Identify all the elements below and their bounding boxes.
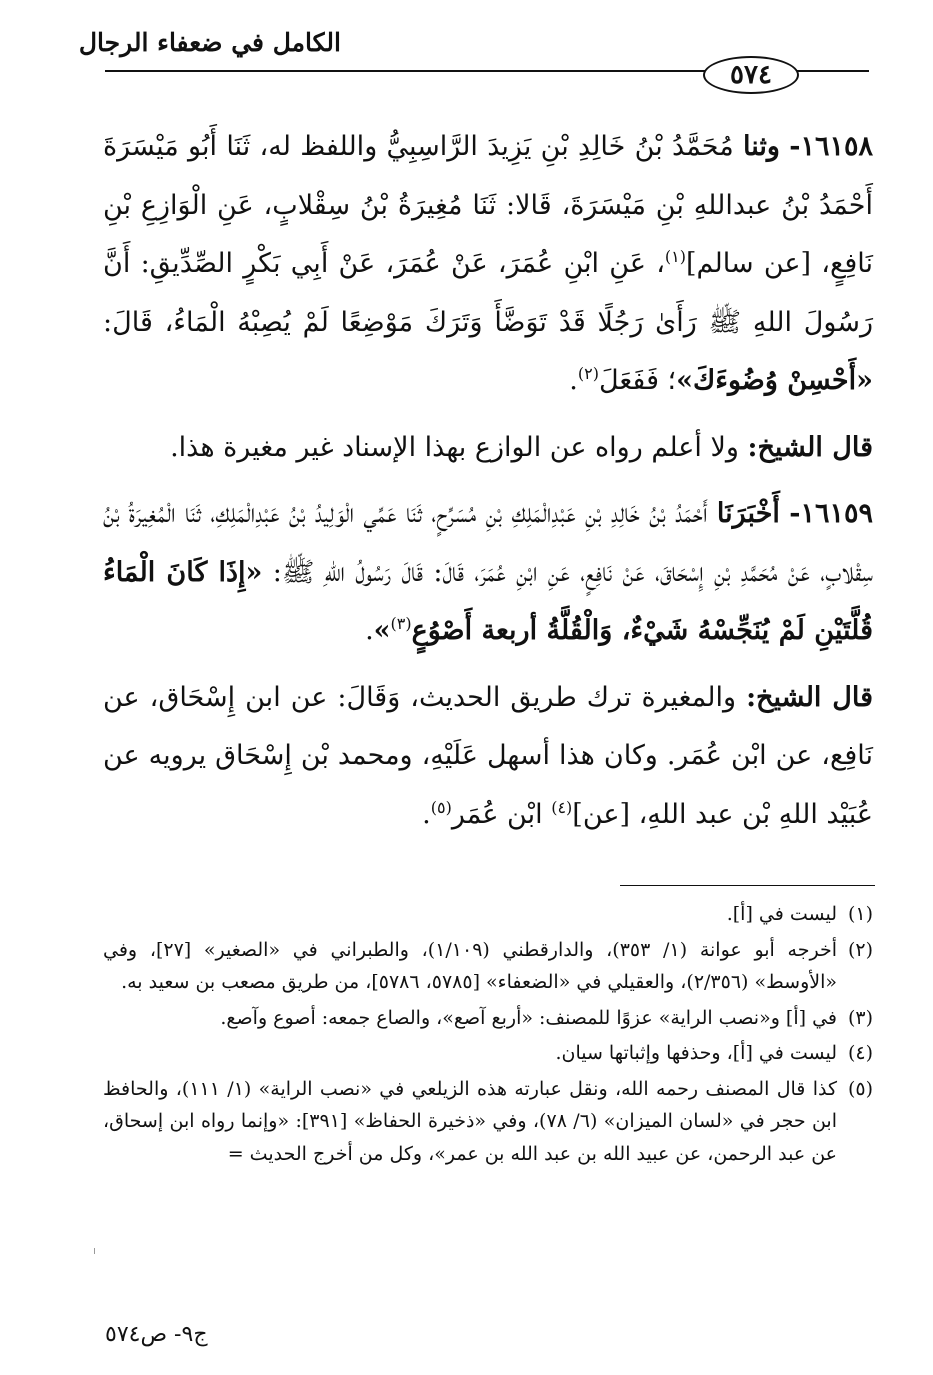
margin-mark: [94, 1248, 95, 1254]
footnote-ref: (٣): [390, 614, 412, 633]
footnote-number: (٤): [847, 1042, 873, 1064]
hadith-text-end: ؛ فَفَعَلَ: [598, 365, 677, 396]
book-title: الكامل في ضعفاء الرجال: [78, 28, 341, 57]
page-number: ٥٧٤: [730, 60, 772, 90]
footnote-number: (١): [847, 903, 873, 925]
footnote: [103, 1073, 873, 1171]
sheikh-comment-1: [103, 419, 873, 478]
hadith-text: مُحَمَّدُ بْنُ خَالِدِ بْنِ يَزِيدَ الرَّاسِبِيُّ واللفظ له، ثَنَا أَبُو مَيْسَرَةَ أَحْمَدُ بْنُ عبداللهِ بْنِ مَيْسَرَةَ، قَالا: ثَنَا مُغِيرَةُ بْنُ سِقْلابٍ، عَنِ الْوَازِعِ بْنِ نَافِعٍ، [عن سالم]: [103, 131, 873, 279]
footnote-ref: (٢): [577, 364, 599, 383]
footnote-text: أخرجه أبو عوانة (١/ ٣٥٣)، والدارقطني (١/١٠٩)، والطبراني في «الصغير» [٢٧]، وفي «الأوسط» (٢/٣٥٦)، والعقيلي في «الضعفاء» [٥٧٨٥، ٥٧٨٦]، من طريق مصعب بن سعيد به.: [103, 938, 837, 993]
hadith-text: أَحْمَدُ بْنُ خَالِدِ بْنِ عَبْدِالْمَلِكِ بْنِ مُسَرِّحٍ، ثَنَا عَمِّي الْوَلِيدُ بْنُ عَبْدِالْمَلِكِ، ثَنَا الْمُغِيرَةُ بْنُ سِقْلابٍ، عَنْ مُحَمَّدِ بْنِ إِسْحَاقَ، عَنْ نَافِعٍ، عَنِ ابْنِ عُمَرَ، قَالَ: قَالَ رَسُولُ اللهِ ﷺ:: [103, 498, 873, 588]
footnote-number: (٥): [847, 1077, 873, 1100]
footnote-text: ليست في [أ]، وحذفها وإثباتها سيان.: [555, 1042, 837, 1064]
sheikh-text-cont: ابْن عُمَر: [451, 798, 552, 830]
sheikh-lead: قال الشيخ:: [747, 431, 873, 463]
period: .: [365, 615, 374, 646]
sheikh-text: والمغيرة ترك طريق الحديث، وَقَالَ: عن ابن إِسْحَاق، عن نَافِع، عن ابْن عُمَر. وكان هذا أسهل عَلَيْهِ، ومحمد بْن إِسْحَاق يرويه عن عُبَيْد اللهِ بْن عبد اللهِ، [عن]: [103, 681, 873, 830]
hadith-quote: «أَحْسِنْ وُضُوءَكَ»: [676, 365, 873, 396]
footnotes: [103, 898, 873, 1173]
quote-close: »: [373, 615, 391, 646]
period: .: [422, 798, 431, 830]
footnote-number: (٢): [847, 938, 873, 961]
footnote: [103, 1037, 873, 1070]
footnote: [103, 898, 873, 931]
hadith-16159: [103, 485, 873, 661]
hadith-lead: وثنا: [743, 131, 780, 162]
hadith-16158: [103, 118, 873, 411]
page-reference: ج٩- ص٥٧٤: [105, 1322, 208, 1347]
hadith-number: ١٦١٥٩-: [789, 498, 873, 529]
footnote-number: (٣): [847, 1006, 873, 1029]
period: .: [569, 365, 578, 396]
footnote-text: في [أ] و«نصب الراية» عزوًا للمصنف: «أربع آصع»، والصاع جمعه: أصوع وآصع.: [220, 1006, 837, 1029]
hadith-lead: أَخْبَرَنَا: [716, 498, 780, 529]
sheikh-text: ولا أعلم رواه عن الوازع بهذا الإسناد غير مغيرة هذا.: [170, 431, 739, 463]
footnote-text: كذا قال المصنف رحمه الله، ونقل عبارته هذه الزيلعي في «نصب الراية» (١/ ١١١)، والحافظ ابن حجر في «لسان الميزان» (٦/ ٧٨)، وفي «ذخيرة الحفاظ» [٣٩١]: «وإنما رواه ابن إسحاق، عن عبد الرحمن، عن عبيد الله بن عبد الله بن عمر»، وكل من أخرج الحديث =: [103, 1077, 838, 1165]
footnote-ref: (١): [664, 247, 686, 266]
sheikh-comment-2: [103, 669, 873, 845]
sheikh-lead: قال الشيخ:: [746, 681, 873, 713]
hadith-quote: «إِذَا كَانَ الْمَاءُ قُلَّتَيْنِ لَمْ يُنَجِّسْهُ شَيْءٌ، وَالْقُلَّةُ أربعة أَصْوُعٍ: [103, 556, 873, 646]
footnote-text: ليست في [أ].: [726, 903, 837, 925]
footnote-ref: (٥): [430, 797, 452, 817]
footnote: [103, 1002, 873, 1035]
hadith-text-cont: ، عَنِ ابْنِ عُمَرَ، عَنْ عُمَرَ، عَنْ أَبِي بَكْرٍ الصِّدِّيقِ: أَنَّ رَسُولَ اللهِ ﷺ رَأَىٰ رَجُلًا قَدْ تَوَضَّأَ وَتَرَكَ مَوْضِعًا لَمْ يُصِبْهُ الْمَاءُ، قَالَ:: [103, 248, 873, 338]
page-number-badge: [703, 56, 799, 94]
footnote-ref: (٤): [551, 797, 573, 817]
footnote: [103, 934, 873, 999]
footnote-rule: [620, 885, 875, 886]
hadith-number: ١٦١٥٨-: [789, 131, 873, 162]
main-text: [103, 118, 873, 852]
